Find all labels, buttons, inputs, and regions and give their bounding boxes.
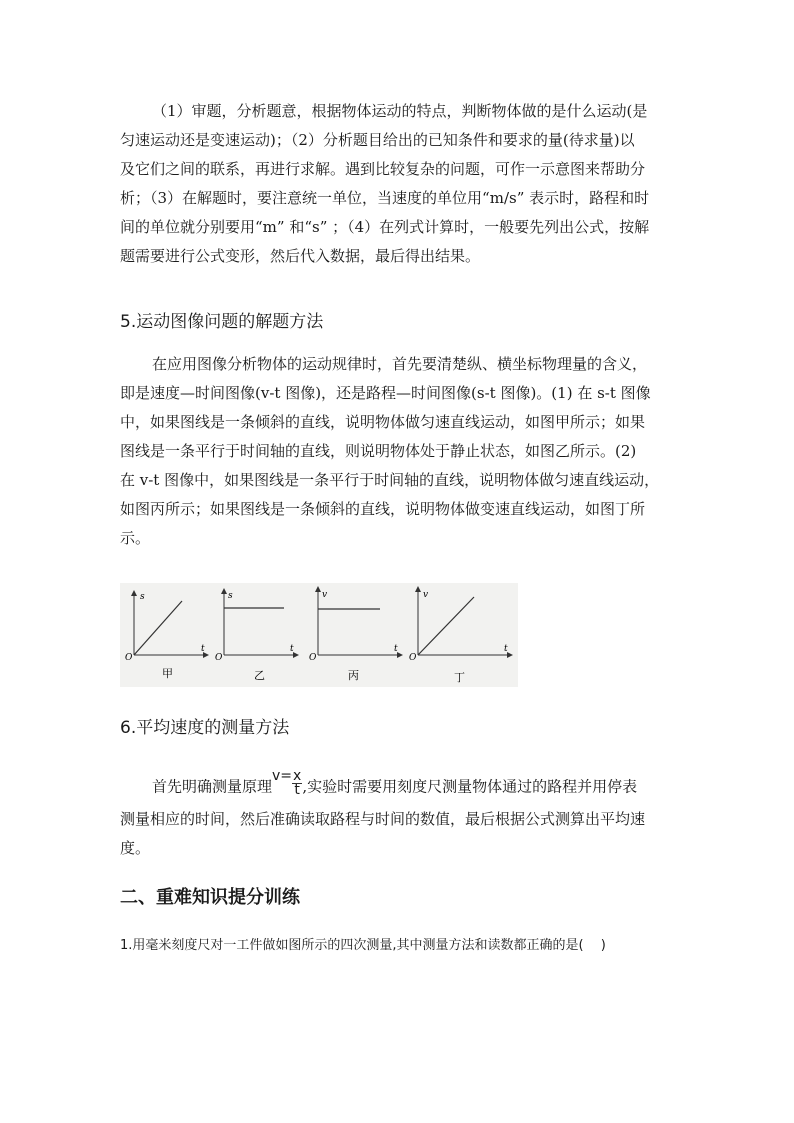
- origin-label: O: [125, 653, 133, 663]
- section-title: 二、重难知识提分训练: [120, 887, 300, 908]
- x-axis-label: t: [201, 644, 205, 654]
- graph-caption: 丁: [454, 671, 465, 684]
- x-axis-label: t: [290, 644, 294, 654]
- graph-bing: [309, 587, 402, 682]
- motion-graphs-figure: [120, 583, 518, 687]
- text-line: 如图丙所示；如果图线是一条倾斜的直线，说明物体做变速直线运动，如图丁所: [120, 500, 646, 518]
- y-axis-label: v: [322, 590, 328, 600]
- text-line: 间的单位就分别要用“m” 和“s” ；（4）在列式计算时，一般要先列出公式，按解: [120, 218, 650, 236]
- origin-label: O: [215, 653, 223, 663]
- x-axis-label: t: [394, 644, 398, 654]
- question-1: 1.用毫米刻度尺对一工件做如图所示的四次测量,其中测量方法和读数都正确的是( ): [120, 938, 606, 953]
- text-line: 匀速运动还是变速运动)；（2）分析题目给出的已知条件和要求的量(待求量)以: [120, 131, 635, 149]
- text-line: 示。: [120, 529, 151, 547]
- fraction: [292, 770, 302, 797]
- paragraph-solving-steps: [120, 97, 680, 271]
- text-fragment: 首先明确测量原理: [152, 777, 273, 796]
- y-axis-label: s: [228, 591, 233, 601]
- graphs-svg: [120, 583, 518, 687]
- text-line: 在应用图像分析物体的运动规律时，首先要清楚纵、横坐标物理量的含义，: [152, 355, 648, 373]
- graph-line: [418, 597, 474, 655]
- text-line: 即是速度—时间图像(v-t 图像)，还是路程—时间图像(s-t 图像)。(1) 在 s-t 图像: [120, 384, 651, 402]
- text-line: 及它们之间的联系，再进行求解。遇到比较复杂的问题，可作一示意图来帮助分: [120, 160, 646, 178]
- formula-v: v=: [272, 770, 293, 784]
- paragraph-average-speed: [120, 770, 680, 863]
- heading-section-6: 6.平均速度的测量方法: [120, 718, 290, 738]
- text-line: 图线是一条平行于时间轴的直线，则说明物体处于静止状态，如图乙所示。(2): [120, 442, 637, 460]
- text-line: 度。: [120, 839, 151, 857]
- y-axis-label: v: [423, 590, 429, 600]
- fraction-denominator: t: [294, 782, 300, 798]
- graph-caption: 丙: [348, 669, 359, 682]
- y-axis-label: s: [140, 592, 145, 602]
- text-line: 在 v-t 图像中，如果图线是一条平行于时间轴的直线，说明物体做匀速直线运动，: [120, 471, 660, 489]
- text-line: 中，如果图线是一条倾斜的直线，说明物体做匀速直线运动，如图甲所示；如果: [120, 413, 646, 431]
- text-line: 测量相应的时间，然后准确读取路程与时间的数值，最后根据公式测算出平均速: [120, 810, 646, 828]
- heading-section-5: 5.运动图像问题的解题方法: [120, 312, 324, 332]
- graph-caption: 甲: [162, 667, 173, 680]
- graph-jia: [125, 591, 208, 680]
- text-line: [120, 770, 680, 805]
- origin-label: O: [409, 653, 417, 663]
- text-line: （1）审题，分析题意，根据物体运动的特点，判断物体做的是什么运动(是: [152, 102, 648, 120]
- speed-formula: [272, 770, 302, 797]
- text-fragment: ,实验时需要用刻度尺测量物体通过的路程并用停表: [302, 777, 638, 796]
- graph-caption: 乙: [254, 669, 265, 682]
- graph-yi: [215, 589, 298, 682]
- origin-label: O: [309, 653, 317, 663]
- graph-ding: [409, 587, 512, 684]
- graph-line: [134, 601, 182, 655]
- text-line: 析；（3）在解题时，要注意统一单位，当速度的单位用“m/s” 表示时，路程和时: [120, 189, 650, 207]
- x-axis-label: t: [504, 644, 508, 654]
- fraction-numerator: x: [293, 770, 302, 784]
- paragraph-motion-graphs: [120, 350, 680, 553]
- text-line: 题需要进行公式变形，然后代入数据，最后得出结果。: [120, 247, 481, 265]
